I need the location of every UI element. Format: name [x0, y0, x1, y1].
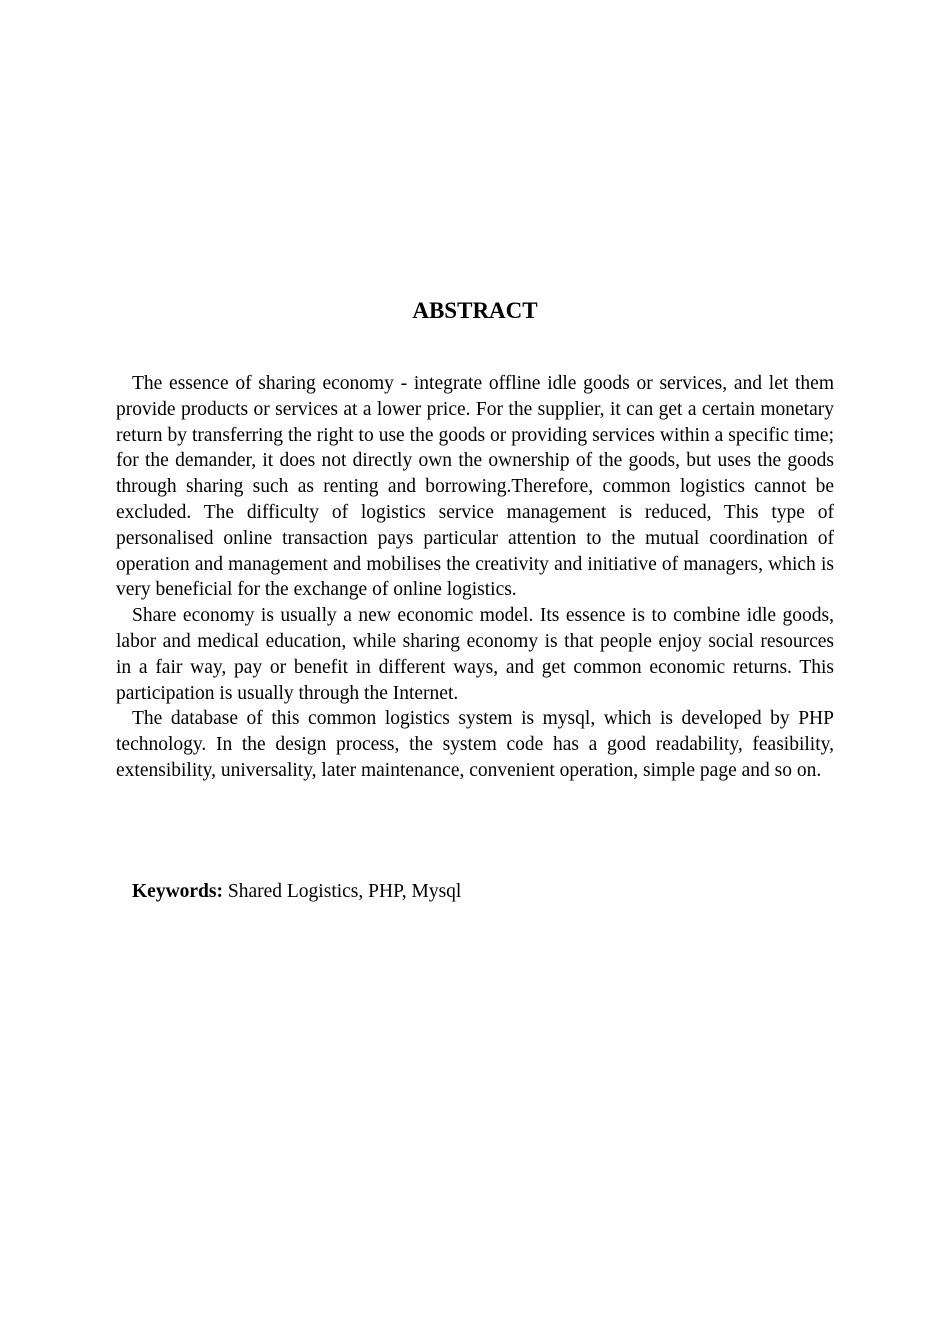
keywords-label: Keywords:: [132, 881, 223, 902]
abstract-paragraph-1: The essence of sharing economy - integrate offline idle goods or services, and let them provide products or services at a lower price. For the supplier, it can get a certain monetary return by transferring the right to use the goods or providing services within a specific time; for the demander, it does not directly own the ownership of the goods, but uses the goods through sharing such as renting and borrowing.Therefore, common logistics cannot be excluded. The difficulty of logistics service management is reduced, This type of personalised online transaction pays particular attention to the mutual coordination of operation and management and mobilises the creativity and initiative of managers, which is very beneficial for the exchange of online logistics.: [116, 373, 834, 601]
abstract-body: [116, 371, 834, 784]
keywords-value: Shared Logistics, PHP, Mysql: [223, 881, 462, 902]
keywords-line: [132, 879, 832, 905]
abstract-title: ABSTRACT: [412, 298, 538, 323]
abstract-paragraph-3: The database of this common logistics system is mysql, which is developed by PHP technology. In the design process, the system code has a good readability, feasibility, extensibility, universality, later maintenance, convenient operation, simple page and so on.: [116, 708, 834, 781]
abstract-paragraph-2: Share economy is usually a new economic model. Its essence is to combine idle goods, labor and medical education, while sharing economy is that people enjoy social resources in a fair way, pay or benefit in different ways, and get common economic returns. This participation is usually through the Internet.: [116, 605, 834, 704]
